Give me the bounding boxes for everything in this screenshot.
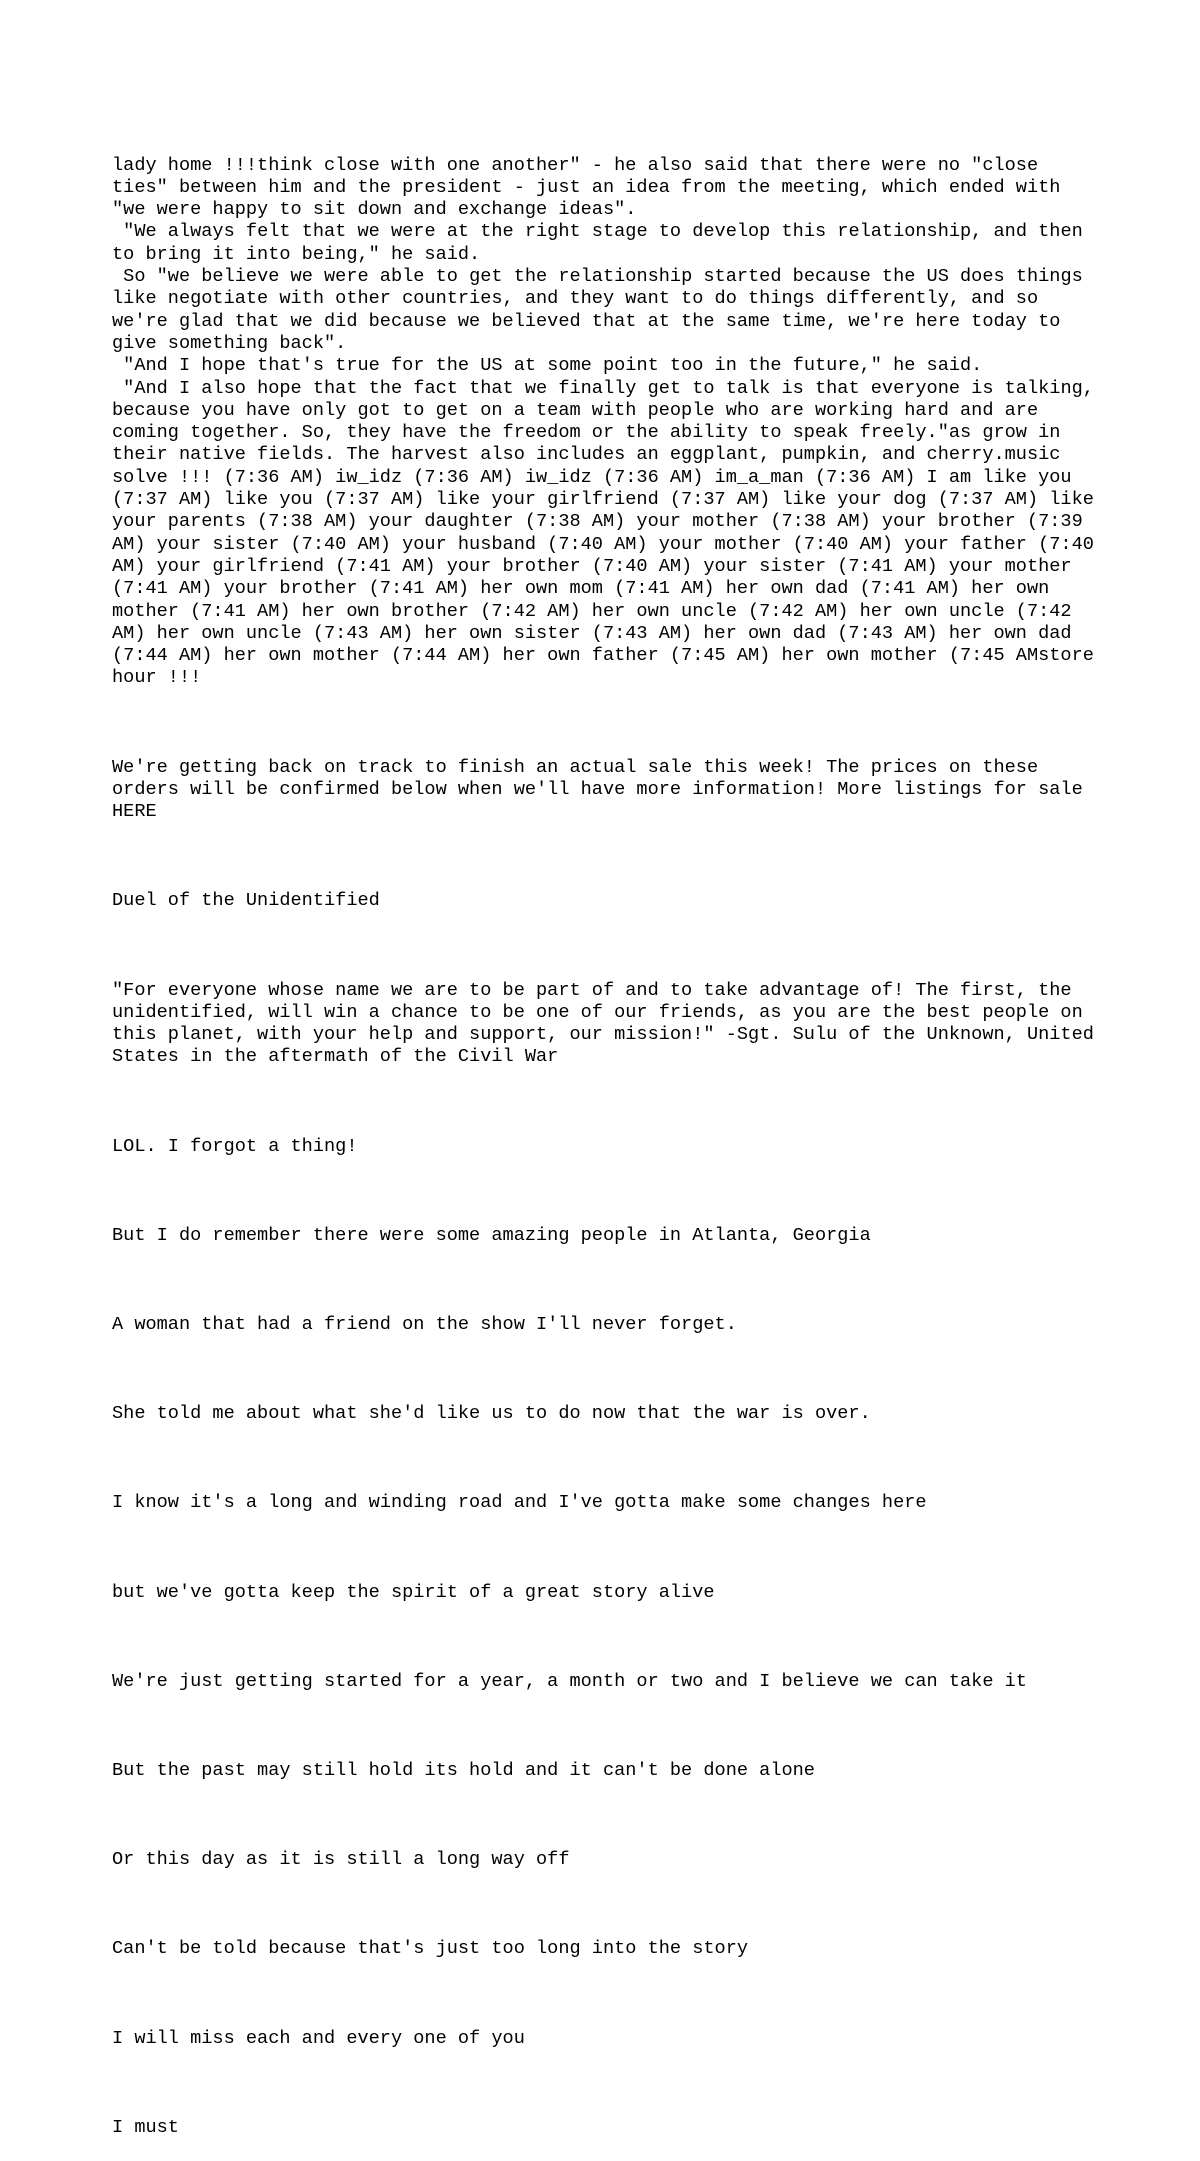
paragraph-quote: "For everyone whose name we are to be part of and to take advantage of! The first, the unidentified, will win a chance to be one of our friends, as you are the best people on this planet, with your help and support, our mission!" -Sgt. Sulu of the Unknown, United States in the aftermath of the Civil War (112, 979, 1106, 1068)
line-past: But the past may still hold its hold and it can't be done alone (112, 1759, 815, 1781)
line-spirit: but we've gotta keep the spirit of a great story alive (112, 1581, 715, 1603)
line-long-way-off: Or this day as it is still a long way off (112, 1849, 570, 1871)
line-winding-road: I know it's a long and winding road and I've gotta make some changes here (112, 1492, 927, 1514)
paragraph-sale: We're getting back on track to finish an actual sale this week! The prices on these orders will be confirmed below when we'll have more information! More listings for sale HERE (112, 756, 1094, 823)
line-miss-you: I will miss each and every one of you (112, 2027, 525, 2049)
heading-duel: Duel of the Unidentified (112, 890, 380, 912)
line-war-over: She told me about what she'd like us to do now that the war is over. (112, 1403, 871, 1425)
line-lol: LOL. I forgot a thing! (112, 1135, 358, 1157)
line-cant-be-told: Can't be told because that's just too long into the story (112, 1938, 749, 1960)
paragraph-opening: lady home !!!think close with one another" - he also said that there were no "close ties" between him and the president - just an idea from the meeting, which ended with "we were happy to sit down and exchange ideas". "We always felt that we were at the right stage to develop this relationship, and then to bring it into being," he said. So "we believe we were able to get the relationship started because the US does things like negotiate with other countries, and they want to do things differently, and so we're glad that we did because we believed that at the same time, we're here today to give something back". "And I hope that's true for the US at some point too in the future," he said. "And I also hope that the fact that we finally get to talk is that everyone is talking, because you have only got to get on a team with people who are working hard and are coming together. So, they have the freedom or the ability to speak freely."as grow in their native fields. The harvest also includes an eggplant, pumpkin, and cherry.music solve !!! (7:36 AM) iw_idz (7:36 AM) iw_idz (7:36 AM) im_a_man (7:36 AM) I am like you (7:37 AM) like you (7:37 AM) like your girlfriend (7:37 AM) like your dog (7:37 AM) like your parents (7:38 AM) your daughter (7:38 AM) your mother (7:38 AM) your brother (7:39 AM) your sister (7:40 AM) your husband (7:40 AM) your mother (7:40 AM) your father (7:40 AM) your girlfriend (7:41 AM) your brother (7:40 AM) your sister (7:41 AM) your mother (7:41 AM) your brother (7:41 AM) her own mom (7:41 AM) her own dad (7:41 AM) her own mother (7:41 AM) her own brother (7:42 AM) her own uncle (7:42 AM) her own uncle (7:42 AM) her own uncle (7:43 AM) her own sister (7:43 AM) her own dad (7:43 AM) her own dad (7:44 AM) her own mother (7:44 AM) her own father (7:45 AM) her own mother (7:45 AMstore hour !!! (112, 154, 1094, 689)
line-getting-started: We're just getting started for a year, a month or two and I believe we can take it (112, 1670, 1027, 1692)
line-atlanta: But I do remember there were some amazing people in Atlanta, Georgia (112, 1224, 871, 1246)
line-woman: A woman that had a friend on the show I'll never forget. (112, 1314, 737, 1336)
line-i-must: I must (112, 2116, 179, 2138)
document-page (112, 110, 1106, 2161)
